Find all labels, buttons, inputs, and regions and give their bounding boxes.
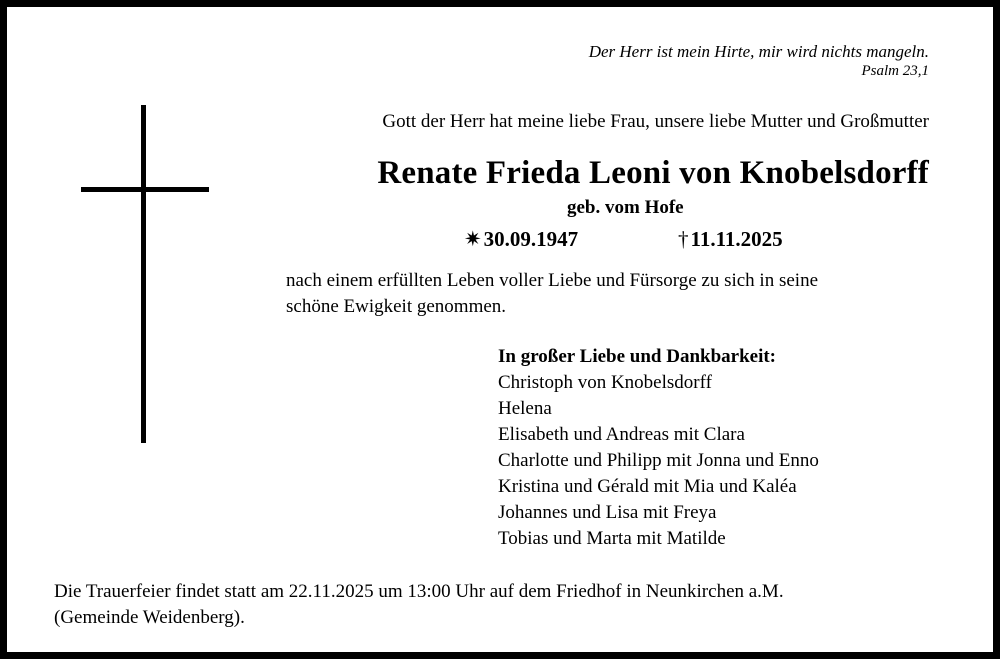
verse-reference: Psalm 23,1 [861,63,929,79]
funeral-line-2: (Gemeinde Weidenberg). [54,607,245,628]
message-line-1: nach einem erfüllten Leben voller Liebe und Fürsorge zu sich in seine [286,270,818,291]
mourners-list [498,370,819,552]
death-date-line [678,227,783,252]
cross-horizontal-bar [81,187,209,192]
cross-vertical-bar [141,105,146,443]
list-item: Christoph von Knobelsdorff [498,372,712,393]
funeral-info [54,579,784,631]
bible-verse: Der Herr ist mein Hirte, mir wird nichts mangeln. [588,42,929,61]
obituary-message [286,268,946,320]
list-item: Helena [498,398,552,419]
funeral-line-1: Die Trauerfeier findet statt am 22.11.2025 um 13:00 Uhr auf dem Friedhof in Neunkirchen a.M. [54,581,784,602]
list-item: Elisabeth und Andreas mit Clara [498,424,745,445]
intro-text: Gott der Herr hat meine liebe Frau, unsere liebe Mutter und Großmutter [382,111,929,132]
list-item: Kristina und Gérald mit Mia und Kaléa [498,476,797,497]
list-item: Charlotte und Philipp mit Jonna und Enno [498,450,819,471]
message-line-2: schöne Ewigkeit genommen. [286,296,507,317]
birth-date-line [464,227,578,252]
dagger-cross-icon: † [678,227,689,251]
birth-date: 30.09.1947 [483,227,579,251]
maiden-name: geb. vom Hofe [567,197,684,218]
list-item: Johannes und Lisa mit Freya [498,502,717,523]
death-date: 11.11.2025 [690,227,783,251]
mourners-block [498,344,819,552]
asterisk-star-icon: ✷ [464,227,482,251]
mourners-heading: In großer Liebe und Dankbarkeit: [498,346,777,367]
list-item: Tobias und Marta mit Matilde [498,528,726,549]
deceased-name: Renate Frieda Leoni von Knobelsdorff [377,155,929,191]
